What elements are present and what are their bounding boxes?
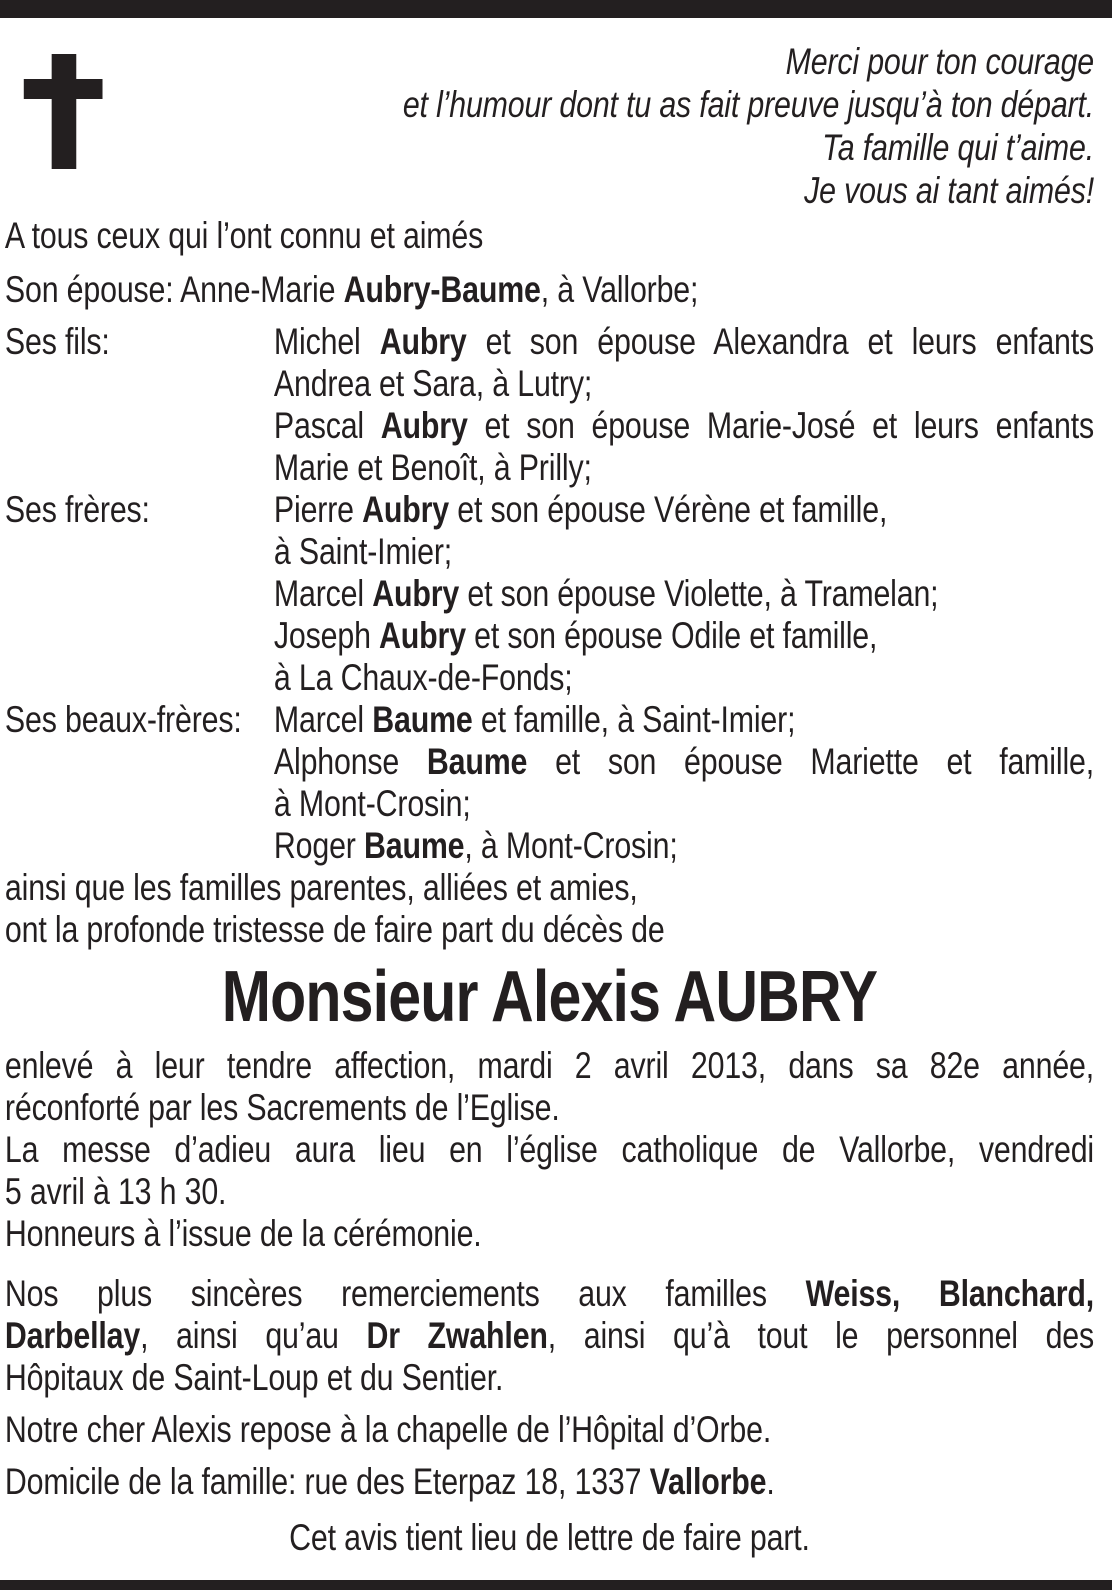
bottom-border-bar xyxy=(0,1580,1112,1590)
text-segment: Joseph xyxy=(273,615,380,656)
thanks-paragraph xyxy=(5,1273,1094,1399)
bold-name: Aubry-Baume xyxy=(343,269,541,310)
memorial-quote-line: Merci pour ton courage xyxy=(785,41,1095,82)
announcement-line xyxy=(5,1273,1094,1315)
relation-label: Ses frères: xyxy=(4,489,150,530)
bold-name: Aubry xyxy=(380,405,468,446)
announcement-line xyxy=(5,1357,1094,1399)
bold-name: Darbellay xyxy=(4,1315,141,1356)
bold-name: Baume xyxy=(426,741,528,782)
family-line xyxy=(274,741,1094,783)
latin-cross-icon xyxy=(24,54,103,169)
text-segment: et son épouse Mariette et famille, xyxy=(527,741,1095,782)
text-segment: enlevé à leur tendre affection, mardi 2 avril 2013, dans sa 82e année, xyxy=(4,1045,1095,1086)
top-border-bar xyxy=(0,0,1112,18)
announcement-line xyxy=(5,1129,1094,1171)
family-line xyxy=(274,405,1094,447)
family-row xyxy=(5,321,1094,489)
text-segment: , ainsi qu’à tout le personnel des xyxy=(547,1315,1095,1356)
bold-name: Aubry xyxy=(362,489,449,530)
text-segment: . xyxy=(766,1461,775,1502)
bold-name: Aubry xyxy=(379,615,466,656)
announcement-line xyxy=(5,1409,1094,1451)
final-note: Cet avis tient lieu de lettre de faire part. xyxy=(289,1517,810,1558)
repose-paragraph xyxy=(5,1409,1094,1451)
bold-name: Baume xyxy=(372,699,473,740)
text-segment: Nos plus sincères remerciements aux familles xyxy=(4,1273,806,1314)
memorial-quote xyxy=(5,40,1094,212)
text-segment: Alphonse xyxy=(273,741,427,782)
text-segment: , à Mont-Crosin; xyxy=(464,825,678,866)
family-line xyxy=(274,783,1094,825)
domicile-paragraph xyxy=(5,1461,1094,1503)
closing-line: ont la profonde tristesse de faire part du décès de xyxy=(4,909,665,950)
text-segment: Andrea et Sara, à Lutry; xyxy=(273,363,593,404)
bold-name: Weiss, Blanchard, xyxy=(805,1273,1095,1314)
text-segment: et son épouse Marie-José et leurs enfants xyxy=(467,405,1095,446)
spouse-line xyxy=(5,269,1094,311)
closing-line: ainsi que les familles parentes, alliées et amies, xyxy=(4,867,638,908)
family-line xyxy=(274,447,1094,489)
announcement-line xyxy=(5,1045,1094,1087)
text-segment: réconforté par les Sacrements de l’Eglise. xyxy=(4,1087,560,1128)
text-segment: La messe d’adieu aura lieu en l’église catholique de Vallorbe, vendredi xyxy=(4,1129,1095,1170)
family-line xyxy=(274,825,1094,867)
family-list xyxy=(5,321,1094,867)
bold-name: Dr Zwahlen xyxy=(366,1315,548,1356)
bold-name: Vallorbe xyxy=(649,1461,767,1502)
bold-name: Baume xyxy=(364,825,465,866)
closing-lines xyxy=(5,867,1094,951)
family-lines xyxy=(274,699,1094,867)
family-line xyxy=(274,531,1094,573)
relation-label: Ses fils: xyxy=(4,321,110,362)
family-lines xyxy=(274,321,1094,489)
family-row xyxy=(5,699,1094,867)
announcement-line xyxy=(5,1461,1094,1503)
notice-header xyxy=(5,40,1094,257)
text-segment: Marcel xyxy=(273,573,373,614)
announcement-section xyxy=(5,1045,1094,1503)
bold-name: Aubry xyxy=(372,573,460,614)
text-segment: Notre cher Alexis repose à la chapelle de l’Hôpital d’Orbe. xyxy=(4,1409,772,1450)
text-segment: Son épouse: Anne-Marie xyxy=(4,269,344,310)
family-line xyxy=(274,489,1094,531)
memorial-quote-line: et l’humour dont tu as fait preuve jusqu’à ton départ. xyxy=(402,84,1095,125)
bold-name: Aubry xyxy=(379,321,467,362)
text-segment: et son épouse Vérène et famille, xyxy=(448,489,888,530)
text-segment: et son épouse Alexandra et leurs enfants xyxy=(466,321,1095,362)
text-segment: Hôpitaux de Saint-Loup et du Sentier. xyxy=(4,1357,504,1398)
text-segment: , à Vallorbe; xyxy=(540,269,699,310)
text-segment: , ainsi qu’au xyxy=(140,1315,367,1356)
text-segment: à La Chaux-de-Fonds; xyxy=(273,657,573,698)
announcement-line xyxy=(5,1171,1094,1213)
text-segment: Roger xyxy=(273,825,365,866)
notice-content xyxy=(0,18,1112,1559)
text-segment: Pascal xyxy=(273,405,381,446)
announcement-line xyxy=(5,1213,1094,1255)
text-segment: Domicile de la famille: rue des Eterpaz 18, 1337 xyxy=(4,1461,650,1502)
family-line xyxy=(274,657,1094,699)
relation-label: Ses beaux-frères: xyxy=(4,699,242,740)
family-line xyxy=(274,321,1094,363)
memorial-quote-line: Je vous ai tant aimés! xyxy=(804,170,1095,211)
family-line xyxy=(274,573,1094,615)
family-line xyxy=(274,363,1094,405)
text-segment: Marie et Benoît, à Prilly; xyxy=(273,447,592,488)
text-segment: Marcel xyxy=(273,699,373,740)
family-row xyxy=(5,489,1094,699)
text-segment: Michel xyxy=(273,321,380,362)
text-segment: et son épouse Violette, à Tramelan; xyxy=(459,573,939,614)
family-line xyxy=(274,699,1094,741)
text-segment: et son épouse Odile et famille, xyxy=(465,615,878,656)
family-lines xyxy=(274,489,1094,699)
text-segment: Pierre xyxy=(273,489,363,530)
announcement-line xyxy=(5,1087,1094,1129)
announcement-line xyxy=(5,1315,1094,1357)
text-segment: à Saint-Imier; xyxy=(273,531,453,572)
death-details-paragraph xyxy=(5,1045,1094,1255)
text-segment: Honneurs à l’issue de la cérémonie. xyxy=(4,1213,482,1254)
salutation-text: A tous ceux qui l’ont connu et aimés xyxy=(4,215,484,256)
text-segment: 5 avril à 13 h 30. xyxy=(4,1171,227,1212)
text-segment: et famille, à Saint-Imier; xyxy=(472,699,796,740)
text-segment: à Mont-Crosin; xyxy=(273,783,471,824)
deceased-name: Monsieur Alexis AUBRY xyxy=(221,957,878,1037)
memorial-quote-line: Ta famille qui t’aime. xyxy=(822,127,1095,168)
family-line xyxy=(274,615,1094,657)
